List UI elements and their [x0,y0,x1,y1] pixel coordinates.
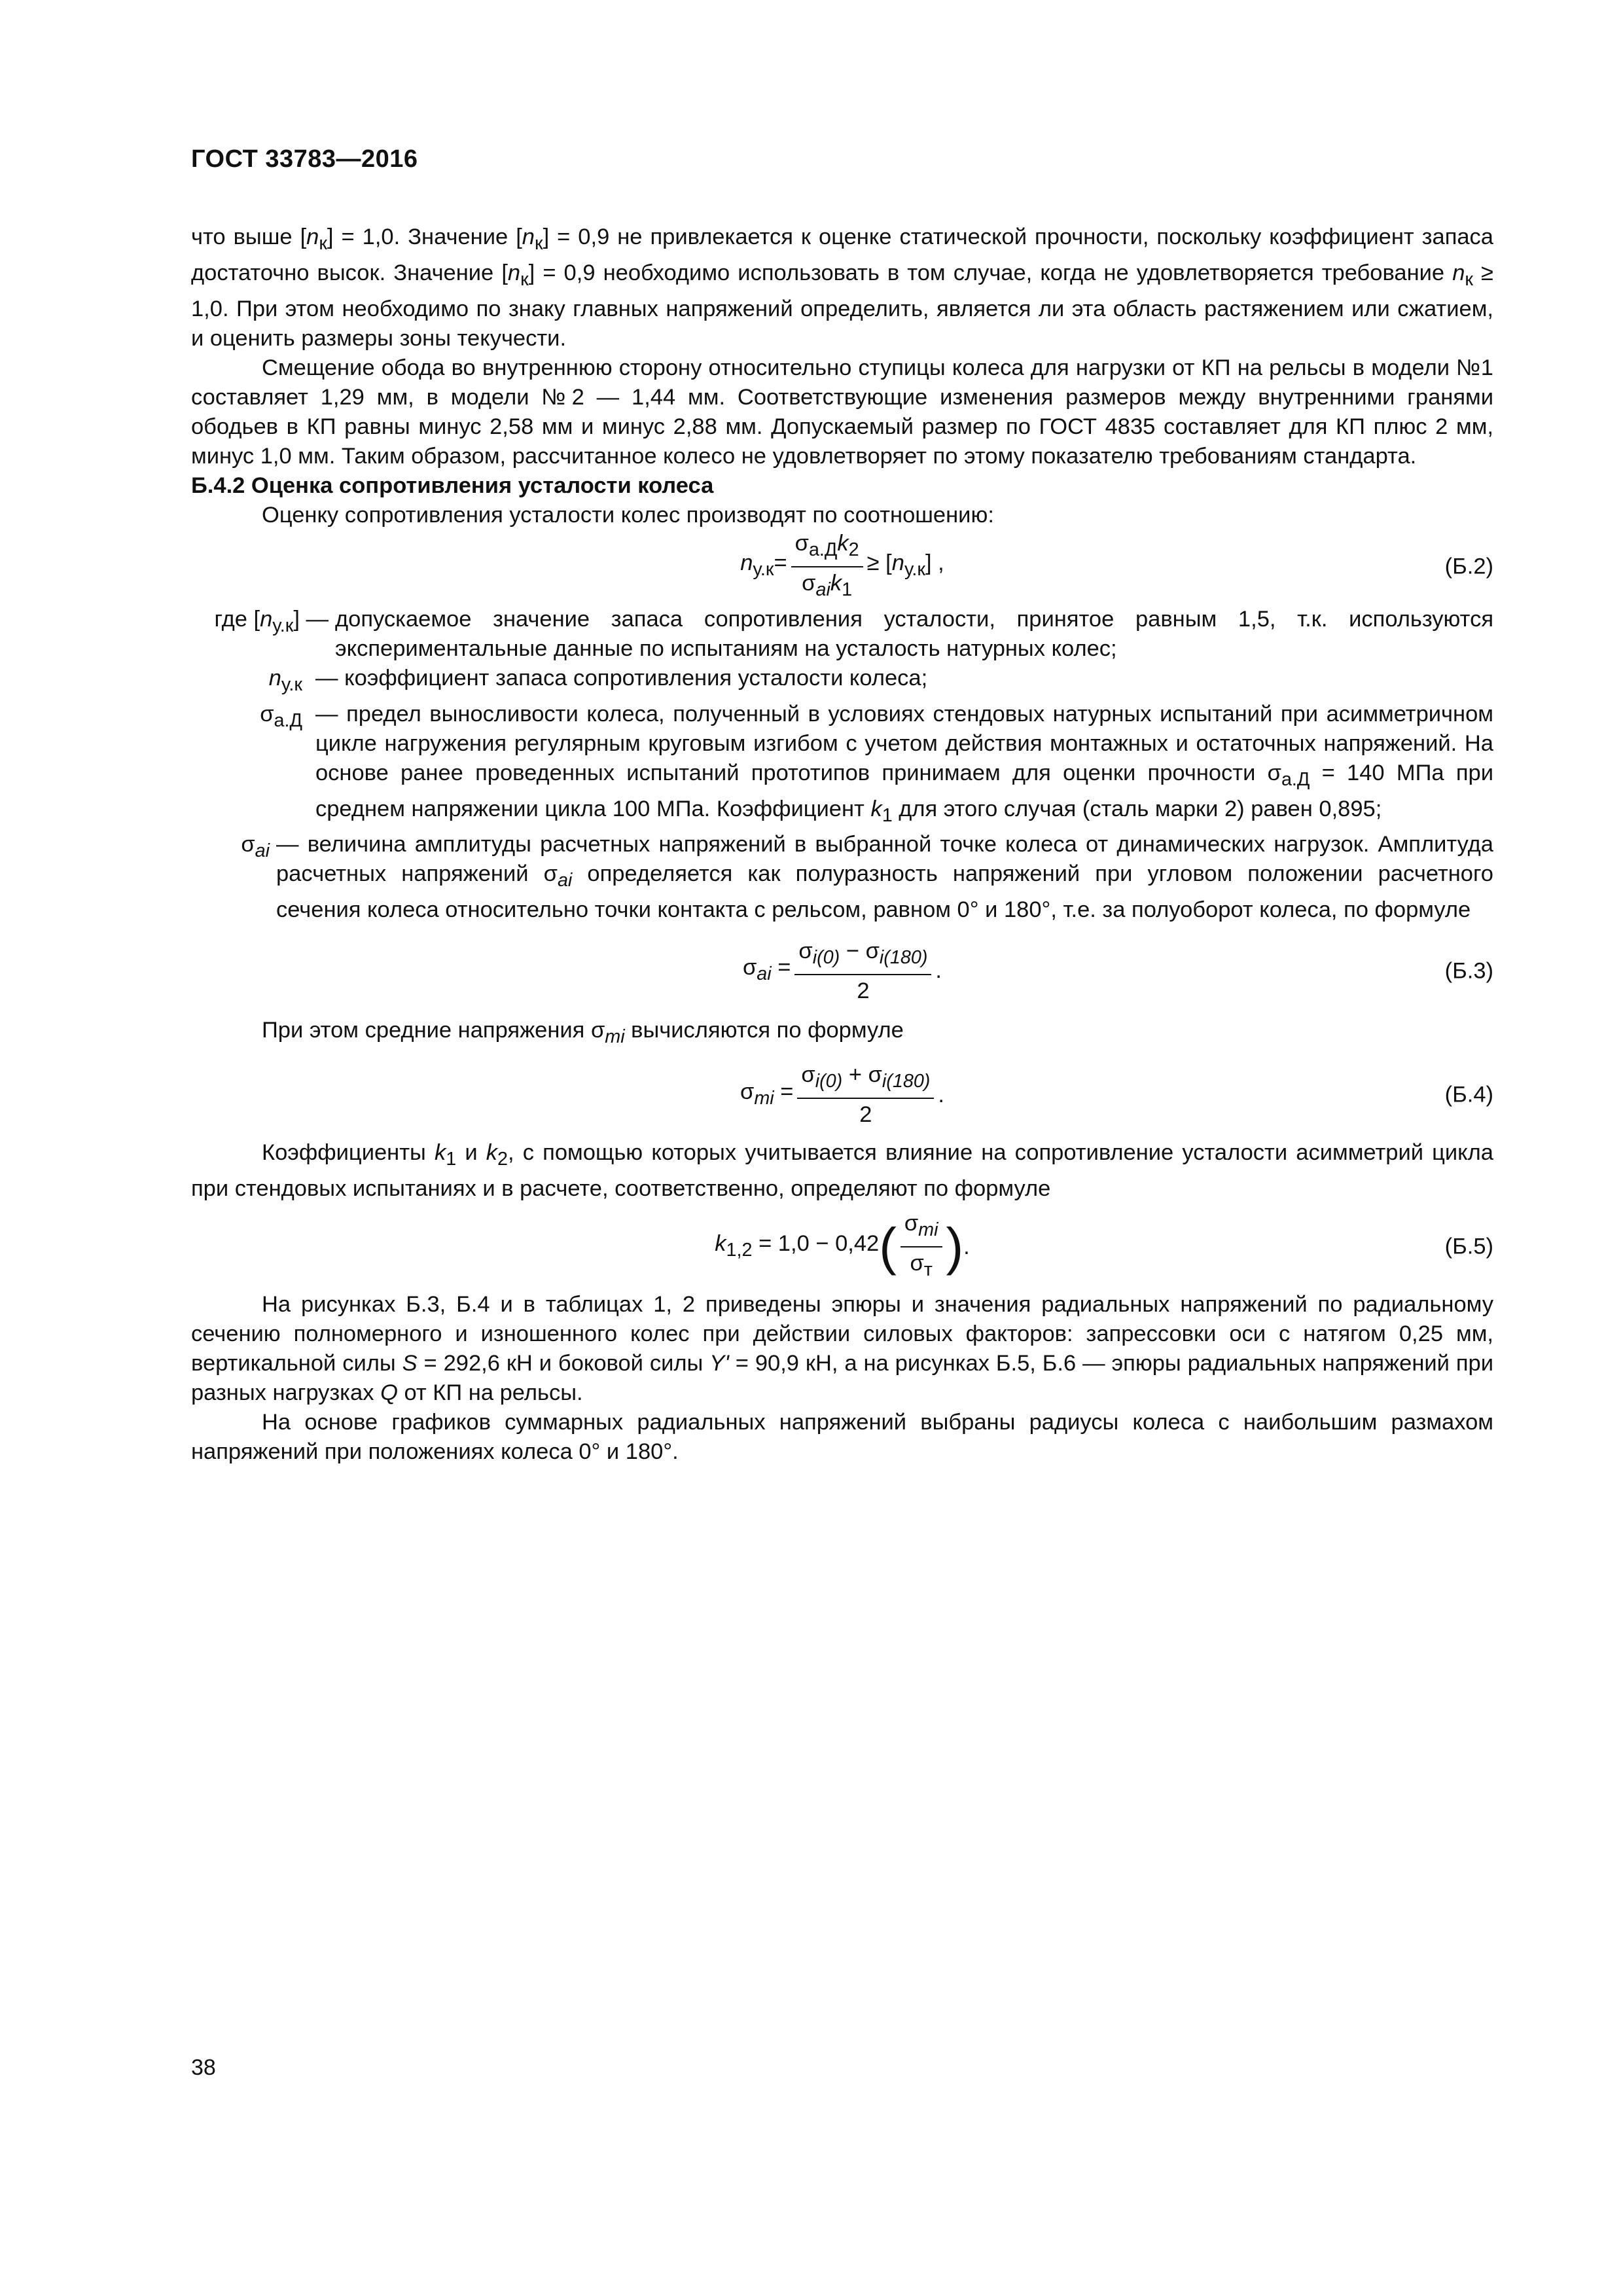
document-header: ГОСТ 33783—2016 [191,145,418,173]
paragraph-4: При этом средние напряжения $\sigma_{mi}$ вычисляются по формуле [262,1018,904,1048]
formula-b5-number: (Б.5) [1444,1234,1493,1259]
paragraph-6: На рисунках Б.3, Б.4 и в таблицах 1, 2 приведены эпюры и значения радиальных напряжений по радиальному сечению полномерного и изношенного колес при действии силовых факторов: запрессовки оси с натягом 0,25 мм, вертикальной силы S = 292,6 кН и боковой силы Y' = 90,9 кН, а на рисунках Б.5, Б.6 — эпюры радиальных напряжений при разных нагрузках Q от КП на рельсы. [191,1292,1493,1406]
paragraph-7: На основе графиков суммарных радиальных напряжений выбраны радиусы колеса с наибольшим размахом напряжений при положениях колеса 0° и 180°. [191,1410,1493,1465]
paragraph-1: что выше $[n_к] = 1,0$. Значение $[n_к] = 0,9$ не привлекается к оценке статической прочности, поскольку коэффициент запаса достаточно высок. Значение $[n_к] = 0,9$ необходимо использовать в том случае, когда не удовлетворяется требование $n_к \ge 1,0$. При этом необходимо по знаку главных напряжений определить, является ли эта область растяжением или сжатием, и оценить размеры зоны текучести. [191,224,1493,351]
formula-b4-number: (Б.4) [1444,1082,1493,1107]
definition-item: $\sigma_{ai}$ — величина амплитуды расчетных напряжений в выбранной точке колеса от динамических нагрузок. Амплитуда расчетных напряжений $\sigma_{ai}$ определяется как полуразность напряжений при угловом положении расчетного сечения колеса относительно точки контакта с рельсом, равном 0° и 180°, т.е. за полуоборот колеса, по формуле [241,832,1493,923]
formula-b2-number: (Б.2) [1444,554,1493,579]
symbol-definitions [191,605,1493,925]
paragraph-2: Смещение обода во внутреннюю сторону относительно ступицы колеса для нагрузки от КП на рельсы в модели №1 составляет 1,29 мм, в модели №2 — 1,44 мм. Соответствующие изменения размеров между внутренними гранями ободьев в КП равны минус 2,58 мм и минус 2,88 мм. Допускаемый размер по ГОСТ 4835 составляет для КП плюс 2 мм, минус 1,0 мм. Таким образом, рассчитанное колесо не удовлетворяет по этому показателю требованиям стандарта. [191,355,1493,469]
definition-item: $\sigma_{а.Д}$ — предел выносливости колеса, полученный в условиях стендовых натурных испытаний при асимметричном цикле нагружения регулярным круговым изгибом с учетом действия монтажных и остаточных напряжений. На основе ранее проведенных испытаний прототипов принимаем для оценки прочности $\sigma_{а.Д} = 140$ МПа при среднем напряжении цикла 100 МПа. Коэффициент $k_1$ для этого случая (сталь марки 2) равен 0,895; [260,701,1493,826]
definition-item: где $[n_{у.к}]$ — допускаемое значение запаса сопротивления усталости, принятое равным 1,5, т.к. используются экспериментальные данные по испытаниям на усталость натурных колес; [214,606,1493,661]
formula-b5-fraction: $\frac{\sigma_{mi}}{\sigma_т}$ [901,1209,942,1285]
formula-b4-fraction: $\frac{\sigma_{i(0)} + \sigma_{i(180)}}{2}$ [797,1060,934,1130]
formula-b3-number: (Б.3) [1444,958,1493,984]
section-heading: Б.4.2 Оценка сопротивления усталости колеса [191,473,714,498]
page-number: 38 [191,2055,216,2080]
formula-b2-fraction: $\frac{\sigma_{а.Д}k_2}{\sigma_{ai}k_1}$ [791,529,863,605]
document-body [191,223,1493,1467]
paragraph-5: Коэффициенты $k_1$ и $k_2$, с помощью которых учитывается влияние на сопротивление усталости асимметрий цикла при стендовых испытаниях и в расчете, соответственно, определяют по формуле [191,1140,1493,1202]
formula-b3: $\sigma_{ai}$ = $\frac{\sigma_{i(0)} - \sigma_{i(180)}}{2}$ . (Б.3) [191,930,1493,1012]
formula-b5: $k_{1,2} = 1,0 - 0,42$ ( $\frac{\sigma_{mi}}{\sigma_т}$ ) . (Б.5) [191,1208,1493,1286]
definition-item: $n_{у.к}$ — коэффициент запаса сопротивления усталости колеса; [268,665,928,695]
formula-b2: $n_{у.к}=$ $\frac{\sigma_{а.Д}k_2}{\sigma_{ai}k_1}$ ≥ $[n_{у.к}]$ , (Б.2) [191,534,1493,600]
paragraph-3: Оценку сопротивления усталости колес производят по соотношению: [262,502,994,528]
formula-b4: $\sigma_{mi}$ = $\frac{\sigma_{i(0)} + \sigma_{i(180)}}{2}$ . (Б.4) [191,1056,1493,1134]
formula-b3-fraction: $\frac{\sigma_{i(0)} - \sigma_{i(180)}}{2}$ [794,937,931,1006]
